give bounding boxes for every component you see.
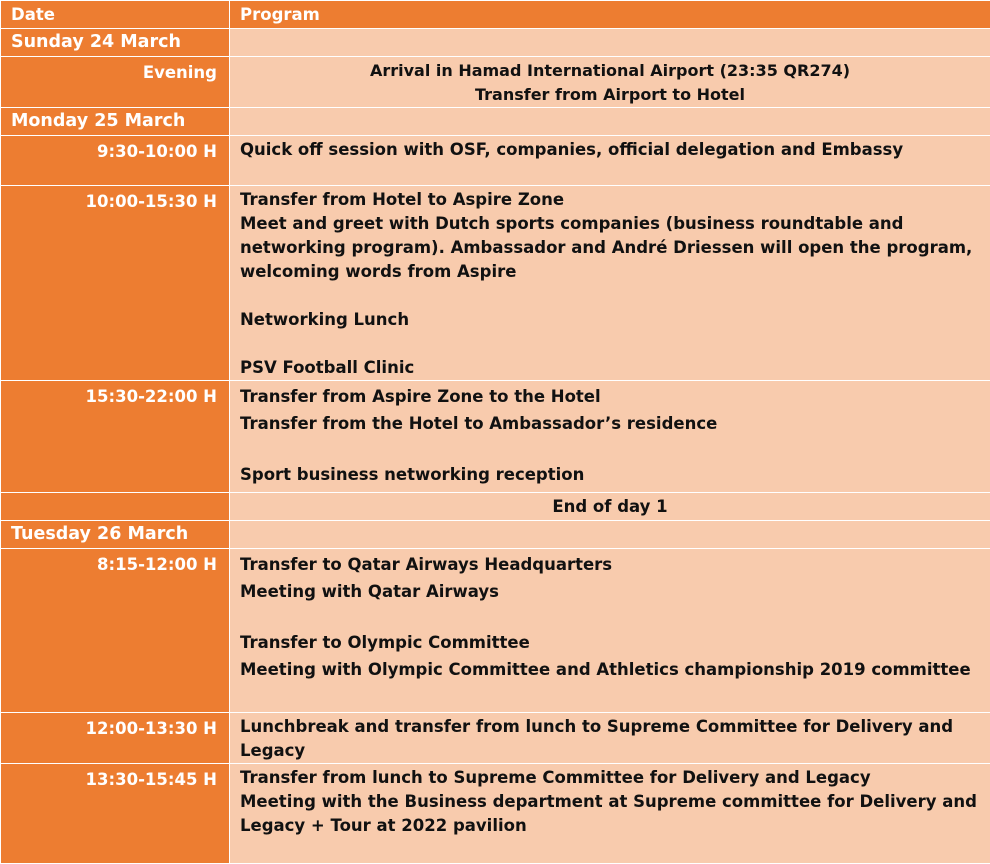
program-line: Lunchbreak and transfer from lunch to Supreme Committee for Delivery and Legacy <box>240 715 980 763</box>
date-column-header: Date <box>1 1 230 29</box>
program-line: PSV Football Clinic <box>240 356 980 380</box>
slot-program <box>230 764 990 864</box>
program-line: Transfer to Olympic Committee <box>240 629 980 656</box>
slot-time: 9:30-10:00 H <box>1 136 230 186</box>
empty-time-cell <box>1 493 230 521</box>
program-line: Meet and greet with Dutch sports companies (business roundtable and networking program). Ambassador and André Driessen will open the program, welcoming words from Aspire <box>240 212 980 284</box>
program-line: Transfer from Aspire Zone to the Hotel <box>240 383 980 410</box>
slot-row <box>1 186 990 381</box>
slot-row <box>1 136 990 186</box>
program-column-header: Program <box>230 1 990 29</box>
day-spacer <box>230 108 990 136</box>
slot-row <box>1 381 990 493</box>
slot-row <box>1 764 990 864</box>
program-line: Transfer from Airport to Hotel <box>240 83 980 107</box>
slot-program <box>230 57 990 108</box>
program-line: Sport business networking reception <box>240 461 980 488</box>
slot-time: Evening <box>1 57 230 108</box>
slot-time: 10:00-15:30 H <box>1 186 230 381</box>
program-line: Networking Lunch <box>240 308 980 332</box>
program-line: Meeting with Olympic Committee and Athletics championship 2019 committee <box>240 656 980 683</box>
day-spacer <box>230 29 990 57</box>
slot-time: 13:30-15:45 H <box>1 764 230 864</box>
slot-program <box>230 186 990 381</box>
day-spacer <box>230 521 990 549</box>
slot-program <box>230 136 990 186</box>
end-of-day-row <box>1 493 990 521</box>
day-row <box>1 29 990 57</box>
header-row <box>1 1 990 29</box>
program-line: Arrival in Hamad International Airport (23:35 QR274) <box>240 59 980 83</box>
program-line: Transfer from the Hotel to Ambassador’s residence <box>240 410 980 437</box>
day-row <box>1 108 990 136</box>
program-line: Meeting with the Business department at Supreme committee for Delivery and Legacy + Tour at 2022 pavilion <box>240 790 980 838</box>
day-label: Sunday 24 March <box>1 29 230 57</box>
end-of-day-note: End of day 1 <box>230 493 990 521</box>
program-line: Transfer from lunch to Supreme Committee for Delivery and Legacy <box>240 766 980 790</box>
day-label: Tuesday 26 March <box>1 521 230 549</box>
program-line: Quick off session with OSF, companies, official delegation and Embassy <box>240 138 980 162</box>
slot-program <box>230 549 990 713</box>
day-row <box>1 521 990 549</box>
slot-time: 12:00-13:30 H <box>1 713 230 764</box>
program-line: Transfer to Qatar Airways Headquarters <box>240 551 980 578</box>
slot-time: 8:15-12:00 H <box>1 549 230 713</box>
slot-row <box>1 549 990 713</box>
slot-row <box>1 57 990 108</box>
program-line: Meeting with Qatar Airways <box>240 578 980 605</box>
slot-program <box>230 713 990 764</box>
slot-program <box>230 381 990 493</box>
program-line: Transfer from Hotel to Aspire Zone <box>240 188 980 212</box>
slot-time: 15:30-22:00 H <box>1 381 230 493</box>
slot-row <box>1 713 990 764</box>
day-label: Monday 25 March <box>1 108 230 136</box>
